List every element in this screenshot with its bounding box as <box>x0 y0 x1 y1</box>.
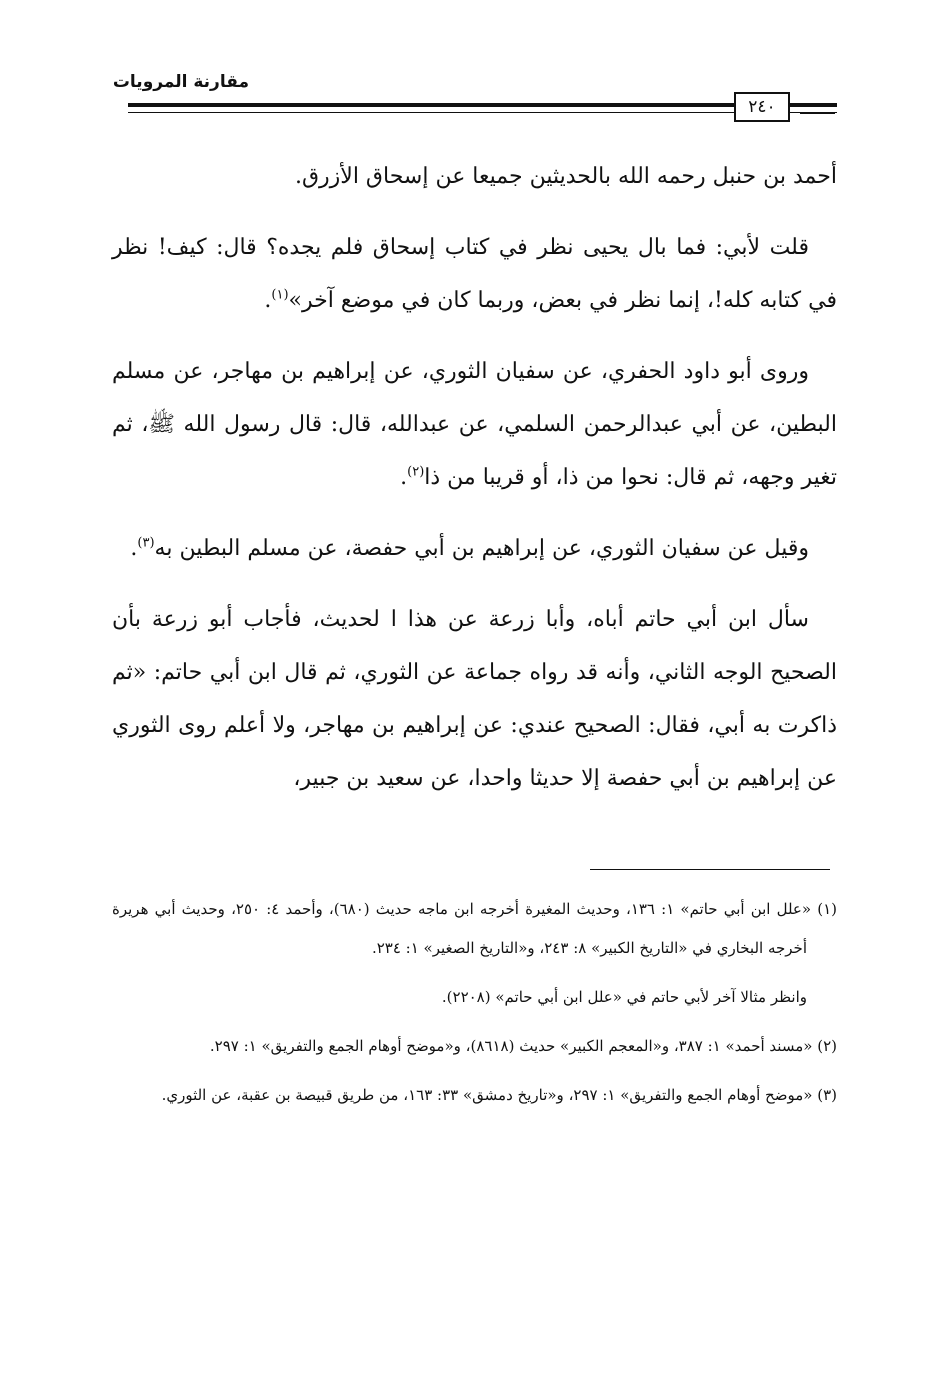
header-rule-thin <box>128 112 837 113</box>
footnote-2: (٢) «مسند أحمد» ١: ٣٨٧، و«المعجم الكبير» حديث (٨٦١٨)، و«موضح أوهام الجمع والتفريق» ١: ٢٩٧. <box>209 1037 837 1055</box>
paragraph: قلت لأبي: فما بال يحيى نظر في كتاب إسحاق فلم يجده؟ قال: كيف! نظر في كتابه كله!، إنما نظر في بعض، وربما كان في موضع آخر»$^{(١)}$. <box>112 235 837 313</box>
footnote-1-extra: وانظر مثالا آخر لأبي حاتم في «علل ابن أبي حاتم» (٢٢٠٨). <box>441 988 807 1006</box>
main-text <box>112 150 837 823</box>
header-title: مقارنة المرويات <box>112 72 249 92</box>
header-rule-right <box>800 103 835 107</box>
footnote-separator <box>590 869 830 870</box>
paragraph: وقيل عن سفيان الثوري، عن إبراهيم بن أبي حفصة، عن مسلم البطين به$^{(٣)}$. <box>130 535 809 561</box>
footnote-ref: (١) <box>271 287 289 303</box>
footnote-ref: (٣) <box>137 535 155 551</box>
footnote-ref: (٢) <box>407 464 425 480</box>
header-rule-right-thin <box>800 112 835 114</box>
page-number: ٢٤٠ <box>734 92 790 122</box>
paragraph: سأل ابن أبي حاتم أباه، وأبا زرعة عن هذا ا لحديث، فأجاب أبو زرعة بأن الصحيح الوجه الثاني، وأنه قد رواه جماعة عن الثوري، ثم قال ابن أبي حاتم: «ثم ذاكرت به أبي، فقال: الصحيح عندي: عن إبراهيم بن مهاجر، ولا أعلم روى الثوري عن إبراهيم بن أبي حفصة إلا حديثا واحدا، عن سعيد بن جبير، <box>112 607 837 791</box>
footnote-3: (٣) «موضح أوهام الجمع والتفريق» ١: ٢٩٧، و«تاريخ دمشق» ٣٣: ١٦٣، من طريق قبيصة بن عقبة، عن الثوري. <box>161 1086 837 1104</box>
header-rule-thick <box>128 103 837 107</box>
footnotes <box>112 890 837 1125</box>
footnote-1: (١) «علل ابن أبي حاتم» ١: ١٣٦، وحديث المغيرة أخرجه ابن ماجه حديث (٦٨٠)، وأحمد ٤: ٢٥٠، وحديث أبي هريرة أخرجه البخاري في «التاريخ الكبير» ٨: ٢٤٣، و«التاريخ الصغير» ١: ٢٣٤. <box>112 900 837 957</box>
paragraph: وروى أبو داود الحفري، عن سفيان الثوري، عن إبراهيم بن مهاجر، عن مسلم البطين، عن أبي عبدالرحمن السلمي، عن عبدالله، قال: قال رسول الله ﷺ، ثم تغير وجهه، ثم قال: نحوا من ذا، أو قريبا من ذا$^{(٢)}$. <box>112 359 837 490</box>
paragraph: أحمد بن حنبل رحمه الله بالحديثين جميعا عن إسحاق الأزرق. <box>294 164 837 189</box>
